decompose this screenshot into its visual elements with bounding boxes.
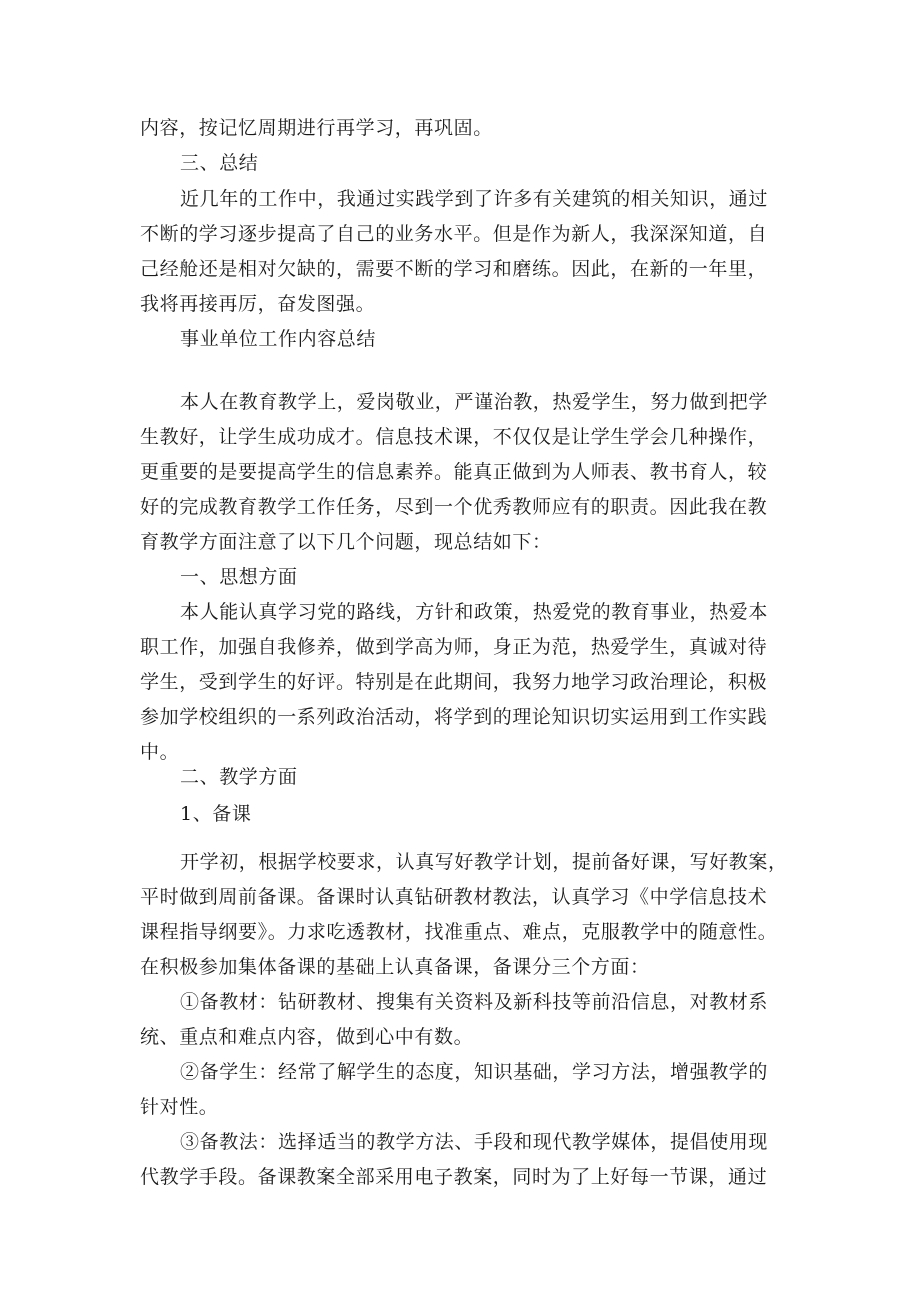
paragraph-line: 统、重点和难点内容，做到心中有数。 (140, 1026, 474, 1048)
list-item-materials: ①备教材：钻研教材、搜集有关资料及新科技等前沿信息，对教材系 (180, 991, 769, 1013)
paragraph-line: 育教学方面注意了以下几个问题，现总结如下： (140, 531, 552, 553)
paragraph-line: 本人能认真学习党的路线，方针和政策，热爱党的教育事业，热爱本 (180, 601, 769, 623)
list-item-students: ②备学生：经常了解学生的态度，知识基础，学习方法，增强教学的 (180, 1061, 769, 1083)
paragraph-line: 好的完成教育教学工作任务，尽到一个优秀教师应有的职责。因此我在教 (140, 496, 768, 518)
paragraph-line: 在积极参加集体备课的基础上认真备课，备课分三个方面： (140, 956, 650, 978)
paragraph-line: 开学初，根据学校要求，认真写好教学计划，提前备好课，写好教案， (180, 851, 788, 873)
paragraph-line: 更重要的是要提高学生的信息素养。能真正做到为人师表、教书育人，较 (140, 461, 768, 483)
paragraph-line: 平时做到周前备课。备课时认真钻研教材教法，认真学习《中学信息技术 (140, 886, 768, 908)
paragraph-line: 我将再接再厉，奋发图强。 (140, 293, 376, 315)
paragraph-line: 课程指导纲要》。力求吃透教材，找准重点、难点，克服教学中的随意性。 (140, 921, 778, 943)
document-title: 事业单位工作内容总结 (180, 328, 377, 350)
section-heading-teaching: 二、教学方面 (180, 766, 298, 788)
paragraph-line: 内容，按记忆周期进行再学习，再巩固。 (140, 117, 493, 139)
paragraph-line: 近几年的工作中，我通过实践学到了许多有关建筑的相关知识，通过 (180, 188, 769, 210)
paragraph-line: 不断的学习逐步提高了自己的业务水平。但是作为新人，我深深知道，自 (140, 223, 768, 245)
paragraph-line: 中。 (140, 741, 180, 763)
section-heading-thought: 一、思想方面 (180, 566, 298, 588)
paragraph-line: 职工作，加强自我修养，做到学高为师，身正为范，热爱学生，真诚对待 (140, 636, 768, 658)
paragraph-line: 学生，受到学生的好评。特别是在此期间，我努力地学习政治理论，积极 (140, 671, 768, 693)
section-heading-summary: 三、总结 (180, 152, 259, 174)
subsection-heading-lesson-prep: 1、备课 (180, 803, 252, 825)
paragraph-line: 生教好，让学生成功成才。信息技术课，不仅仅是让学生学会几种操作， (140, 426, 768, 448)
paragraph-line: 针对性。 (140, 1096, 219, 1118)
list-item-methods: ③备教法：选择适当的教学方法、手段和现代教学媒体，提倡使用现 (180, 1131, 769, 1153)
paragraph-line: 参加学校组织的一系列政治活动，将学到的理论知识切实运用到工作实践 (140, 706, 768, 728)
paragraph-line: 己经舱还是相对欠缺的，需要不断的学习和磨练。因此，在新的一年里， (140, 258, 768, 280)
paragraph-line: 代教学手段。备课教案全部采用电子教案，同时为了上好每一节课，通过 (140, 1166, 768, 1188)
paragraph-line: 本人在教育教学上，爱岗敬业，严谨治教，热爱学生，努力做到把学 (180, 391, 769, 413)
